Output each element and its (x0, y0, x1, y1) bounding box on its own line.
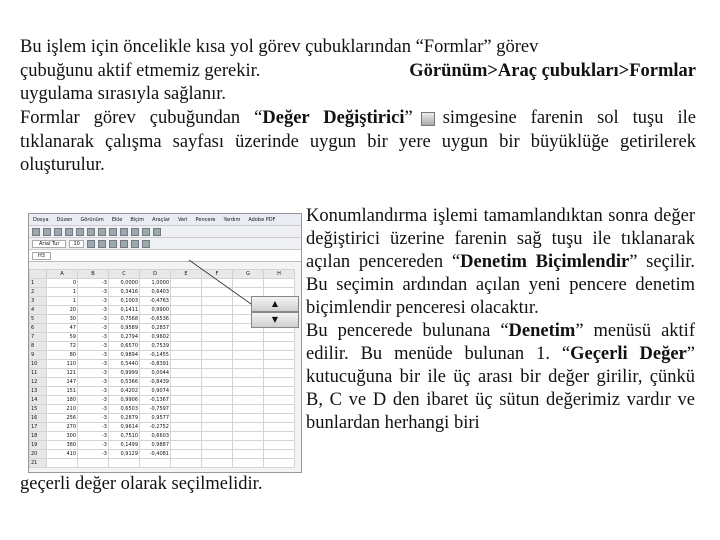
p1-menu-path: Görünüm>Araç çubukları>Formlar (409, 60, 696, 81)
grid-cell[interactable]: 14 (30, 396, 47, 405)
r-f: ” menüsü aktif edilir. Bu menüde bulunan 1. “ (306, 321, 695, 364)
grid-cell[interactable]: 20 (30, 450, 47, 459)
grid-cell[interactable]: -3 (78, 414, 109, 423)
grid-cell[interactable]: -0,1455 (140, 351, 171, 360)
grid-cell[interactable]: 16 (30, 414, 47, 423)
grid-cell[interactable]: -0,8391 (140, 360, 171, 369)
menu-item[interactable]: Dosya (33, 216, 49, 223)
grid-cell[interactable]: -3 (78, 441, 109, 450)
menu-item[interactable]: Adobe PDF (248, 216, 276, 223)
r-c: ” seçilir. Bu seçimin ardından açılan yeni pencere denetim biçimlendir penceresi olacaktır. (306, 252, 695, 318)
column-header[interactable]: D (140, 270, 171, 279)
grid-cell[interactable]: 5 (30, 315, 47, 324)
grid-cell[interactable]: 80 (47, 351, 78, 360)
arrow-line (29, 214, 301, 472)
grid-cell[interactable]: 21 (30, 459, 47, 468)
menu-item[interactable]: Görünüm (80, 216, 104, 223)
grid-cell[interactable]: 9 (30, 351, 47, 360)
grid-cell[interactable]: 0,7510 (109, 432, 140, 441)
grid-cell[interactable]: -3 (78, 342, 109, 351)
grid-cell[interactable]: 0,9900 (140, 306, 171, 315)
menu-item[interactable]: Düzen (56, 216, 73, 223)
grid-cell[interactable]: 0,7568 (109, 315, 140, 324)
grid-cell[interactable]: -3 (78, 351, 109, 360)
grid-cell[interactable]: 151 (47, 387, 78, 396)
font-name: Arial Tur (32, 240, 66, 248)
paragraph-1 (20, 36, 696, 107)
menu-item[interactable]: Yardım (223, 216, 241, 223)
r-h: ” kutucuğuna bir ile üç arası bir değer girilir, çünkü B, C ve D den ibaret üç sütun değerimiz vardır ve bunlardan herhangi biri (306, 344, 695, 433)
menu-item[interactable]: Biçim (130, 216, 145, 223)
grid-cell[interactable]: -3 (78, 423, 109, 432)
grid-cell[interactable]: -0,8439 (140, 378, 171, 387)
p1-line3: uygulama sırasıyla sağlanır. (20, 84, 227, 104)
grid-cell[interactable]: 1,0000 (140, 279, 171, 288)
grid-cell[interactable]: 59 (47, 333, 78, 342)
spinner-down-button[interactable]: ▼ (251, 312, 299, 328)
grid-cell[interactable]: 300 (47, 432, 78, 441)
grid-cell[interactable]: -3 (78, 432, 109, 441)
grid-cell[interactable]: 1 (30, 279, 47, 288)
closing-line: geçerli değer olarak seçilmelidir. (20, 474, 263, 494)
grid-cell[interactable]: 3 (30, 297, 47, 306)
grid-cell[interactable]: 270 (47, 423, 78, 432)
grid-cell[interactable]: 0,6603 (140, 432, 171, 441)
grid-cell[interactable]: 210 (47, 405, 78, 414)
grid-cell[interactable]: 0,9887 (140, 441, 171, 450)
column-header[interactable]: A (47, 270, 78, 279)
grid-cell[interactable]: 256 (47, 414, 78, 423)
grid-cell[interactable]: -0,6536 (140, 315, 171, 324)
grid-cell[interactable]: 0,1499 (109, 441, 140, 450)
p1-line1: Bu işlem için öncelikle kısa yol görev çubuklarından “Formlar” görev (20, 37, 539, 57)
column-header[interactable]: G (233, 270, 264, 279)
grid-cell[interactable]: 0,7539 (140, 342, 171, 351)
grid-cell[interactable]: 0,9614 (109, 423, 140, 432)
spinner-icon (421, 112, 435, 126)
spinner-up-button[interactable]: ▲ (251, 296, 299, 312)
r-a: Konumlandırma işlemi tamamlandıktan sonra değer değiştirici üzerine farenin sağ tuşu ile tıklanarak açılan pencereden “ (306, 206, 695, 272)
p2-d: simgesine farenin sol tuşu ile tıklanarak çalışma sayfası üzerinde uygun bir yere uygun bir büyüklüğe getirilerek oluşturulur. (20, 108, 697, 175)
grid-cell[interactable]: -3 (78, 360, 109, 369)
grid-cell[interactable]: 0,2879 (109, 414, 140, 423)
r-g: Geçerli Değer (570, 344, 687, 364)
grid-cell[interactable]: 20 (47, 306, 78, 315)
grid-cell[interactable]: 0,5366 (109, 378, 140, 387)
grid-cell[interactable]: 13 (30, 387, 47, 396)
grid-cell[interactable]: 0,6403 (140, 288, 171, 297)
grid-cell[interactable]: 0,0000 (109, 279, 140, 288)
excel-screenshot (28, 213, 302, 473)
grid-cell[interactable]: 1 (47, 288, 78, 297)
column-header[interactable]: H (264, 270, 295, 279)
grid-cell[interactable]: -3 (78, 324, 109, 333)
grid-cell[interactable]: 0,9589 (109, 324, 140, 333)
grid-cell[interactable]: 6 (30, 324, 47, 333)
menu-item[interactable]: Ekle (111, 216, 123, 223)
grid-cell[interactable]: 1 (47, 297, 78, 306)
column-header[interactable]: E (171, 270, 202, 279)
grid-cell[interactable]: 2 (30, 288, 47, 297)
grid-cell[interactable]: -0,4081 (140, 450, 171, 459)
cell-ref: H3 (32, 252, 51, 260)
grid-cell[interactable]: 0,4202 (109, 387, 140, 396)
grid-cell[interactable]: 121 (47, 369, 78, 378)
grid-cell[interactable]: -3 (78, 396, 109, 405)
grid-cell[interactable]: -3 (78, 306, 109, 315)
grid-cell[interactable]: 0,9602 (140, 333, 171, 342)
grid-cell[interactable]: -3 (78, 279, 109, 288)
r-b: Denetim Biçimlendir (460, 252, 630, 272)
r-d: Bu pencerede bulunana “ (306, 321, 509, 341)
p1-line2a: çubuğunu aktif etmemiz gerekir. (20, 60, 261, 81)
grid-cell[interactable]: 0,6570 (109, 342, 140, 351)
right-column-text (306, 205, 695, 435)
grid-cell[interactable]: 380 (47, 441, 78, 450)
grid-cell[interactable]: 47 (47, 324, 78, 333)
grid-cell[interactable]: 0 (47, 279, 78, 288)
grid-cell[interactable]: 4 (30, 306, 47, 315)
grid-cell[interactable]: 0,1411 (109, 306, 140, 315)
p2-c: ” (404, 108, 413, 128)
grid-cell[interactable]: 147 (47, 378, 78, 387)
p2-bold: Değer Değiştirici (262, 108, 405, 128)
grid-cell[interactable]: -3 (78, 387, 109, 396)
grid-cell[interactable]: 0,2794 (109, 333, 140, 342)
menu-item[interactable]: Pencere (195, 216, 216, 223)
grid-cell[interactable]: 11 (30, 369, 47, 378)
grid-cell[interactable]: -0,7597 (140, 405, 171, 414)
grid-cell[interactable]: 180 (47, 396, 78, 405)
grid-cell[interactable]: -3 (78, 378, 109, 387)
grid-cell[interactable]: -0,2752 (140, 423, 171, 432)
column-header[interactable]: B (78, 270, 109, 279)
grid-cell[interactable]: -3 (78, 450, 109, 459)
paragraph-2 (20, 107, 696, 178)
grid-cell[interactable]: 0,2837 (140, 324, 171, 333)
menu-item[interactable]: Veri (177, 216, 188, 223)
grid-cell[interactable]: 0,9577 (140, 414, 171, 423)
grid-cell[interactable]: 18 (30, 432, 47, 441)
grid-cell[interactable]: 0,9074 (140, 387, 171, 396)
grid-cell[interactable]: 30 (47, 315, 78, 324)
p2-a: Formlar görev çubuğundan “ (20, 108, 263, 128)
grid-cell[interactable]: 0,9129 (109, 450, 140, 459)
grid-cell[interactable]: 0,9894 (109, 351, 140, 360)
grid-cell[interactable]: -3 (78, 297, 109, 306)
grid-cell[interactable]: -3 (78, 315, 109, 324)
grid-cell[interactable]: 410 (47, 450, 78, 459)
grid-cell[interactable]: 72 (47, 342, 78, 351)
font-size: 10 (69, 240, 83, 248)
grid-cell[interactable]: 0,5440 (109, 360, 140, 369)
grid-cell[interactable]: 0,9999 (109, 369, 140, 378)
grid-cell[interactable]: 0,9906 (109, 396, 140, 405)
grid-cell[interactable]: -3 (78, 369, 109, 378)
column-header[interactable]: C (109, 270, 140, 279)
grid-cell[interactable]: -0,4763 (140, 297, 171, 306)
grid-cell[interactable]: 7 (30, 333, 47, 342)
grid-cell[interactable]: 110 (47, 360, 78, 369)
column-header[interactable]: F (202, 270, 233, 279)
r-e: Denetim (508, 321, 576, 341)
grid-cell[interactable]: -3 (78, 333, 109, 342)
grid-cell[interactable]: 0,1003 (109, 297, 140, 306)
grid-cell[interactable]: 19 (30, 441, 47, 450)
grid-cell[interactable]: 10 (30, 360, 47, 369)
grid-cell[interactable]: 12 (30, 378, 47, 387)
grid-cell[interactable]: 0,3416 (109, 288, 140, 297)
grid-cell[interactable]: -0,1367 (140, 396, 171, 405)
grid-cell[interactable]: 0,0044 (140, 369, 171, 378)
grid-cell[interactable]: 8 (30, 342, 47, 351)
grid-cell[interactable]: 0,6503 (109, 405, 140, 414)
grid-cell[interactable]: 17 (30, 423, 47, 432)
grid-cell[interactable]: 15 (30, 405, 47, 414)
grid-cell[interactable]: -3 (78, 288, 109, 297)
grid-cell[interactable]: -3 (78, 405, 109, 414)
menu-item[interactable]: Araçlar (152, 216, 170, 223)
